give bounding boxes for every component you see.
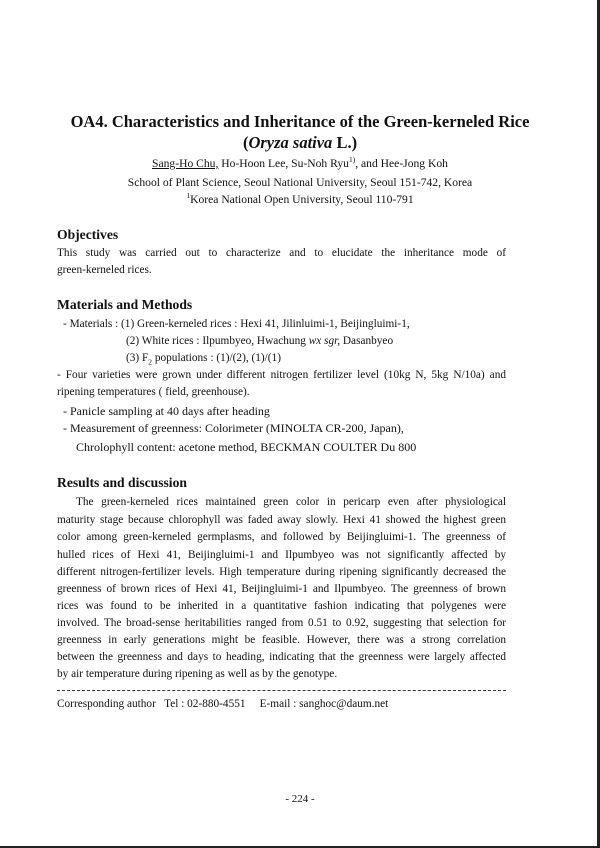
results-line: by air temperature during ripening as well as by the genotype. xyxy=(57,668,338,680)
results-line: greenness of brown rices of Hexi 41, Beijingluimi-1 and Ilpumbyeo. The greenness of brown xyxy=(57,583,506,595)
methods-item: ripening temperatures ( field, greenhouse). xyxy=(57,386,250,398)
author-list: Sang-Ho Chu, Ho-Hoon Lee, Su-Noh Ryu$^{1)}$, and Hee-Jong Koh xyxy=(152,155,448,170)
section-heading-methods: Materials and Methods xyxy=(57,297,193,312)
objectives-line: green-kerneled rices. xyxy=(57,264,152,276)
corresponding-author-name: Sang-Ho Chu, xyxy=(152,157,219,170)
section-heading-objectives: Objectives xyxy=(57,227,119,242)
results-line: involved. The broad-sense heritabilities ranged from 0.51 to 0.92, suggesting that selection for xyxy=(57,617,506,629)
results-line: The green-kerneled rices maintained green color in pericarp even after physiological xyxy=(76,496,506,508)
footnote-divider xyxy=(57,690,506,691)
methods-item: (3) $F_2$ populations : (1)/(2), (1)/(1) xyxy=(126,352,281,367)
methods-item: - Four varieties were grown under different nitrogen fertilizer level (10kg N, 5kg N/10a) and xyxy=(57,369,506,381)
methods-item: - Materials : (1) Green-kerneled rices : Hexi 41, Jilinluimi-1, Beijingluimi-1, xyxy=(63,318,410,330)
results-line: rices was found to be inherited in a quantitative fashion indicating that polygenes were xyxy=(57,600,506,612)
results-line: greenness in early generations might be feasible. However, there was a strong correlation xyxy=(57,634,506,646)
results-line: between the greenness and days to heading, indicating that the greenness were largely affected xyxy=(57,651,506,663)
affiliation-1: School of Plant Science, Seoul National University, Seoul 151-742, Korea xyxy=(127,176,473,189)
results-line: hulled rices of Hexi 41, Beijingluimi-1 and Ilpumbyeo was not significantly affected by xyxy=(57,549,506,561)
methods-item: Chrolophyll content: acetone method, BECKMAN COULTER Du 800 xyxy=(76,440,417,454)
affiliation-2: $^1$Korea National Open University, Seoul 110-791 xyxy=(186,191,414,206)
methods-item: - Panicle sampling at 40 days after heading xyxy=(63,404,270,418)
methods-item: - Measurement of greenness: Colorimeter (MINOLTA CR-200, Japan), xyxy=(63,421,404,435)
paper-title-species: (Oryza sativa L.) xyxy=(242,133,358,152)
methods-item: (2) White rices : Ilpumbyeo, Hwachung wx sgr, Dasanbyeo xyxy=(126,335,394,347)
paper-title: OA4. Characteristics and Inheritance of the Green-kerneled Rice xyxy=(70,112,530,131)
corresponding-author-footnote: Corresponding author Tel : 02-880-4551 E-mail : sanghoc@daum.net xyxy=(57,698,389,710)
objectives-line: This study was carried out to characterize and to elucidate the inheritance mode of xyxy=(57,247,506,259)
results-line: maturity stage because chlorophyll was faded away slowly. Hexi 41 showed the highest green xyxy=(57,514,506,526)
results-line: color among green-kerneled germplasms, and followed by Beijingluimi-1. The greenness of xyxy=(57,531,506,543)
page-number: - 224 - xyxy=(285,793,315,805)
section-heading-results: Results and discussion xyxy=(57,475,187,490)
results-line: different nitrogen-fertilizer levels. High temperature during ripening significantly decreased the xyxy=(57,566,506,578)
